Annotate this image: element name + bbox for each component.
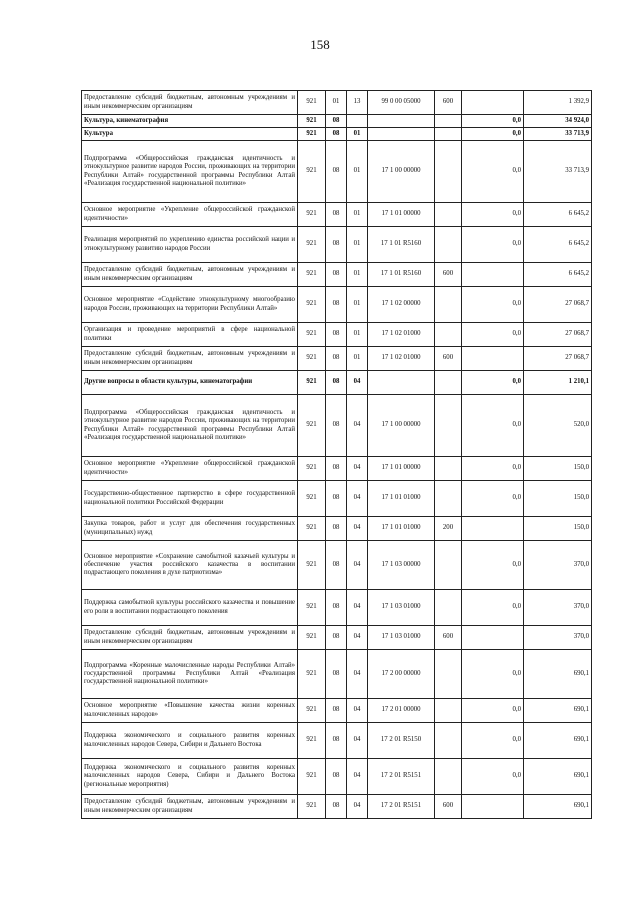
cell-csr	[368, 115, 435, 128]
cell-ved: 921	[298, 650, 326, 699]
cell-rz: 08	[326, 371, 347, 395]
cell-csr: 17 2 00 00000	[368, 650, 435, 699]
cell-vr	[435, 650, 462, 699]
cell-amount: 520,0	[524, 395, 592, 457]
cell-csr: 17 1 01 00000	[368, 457, 435, 481]
cell-rz: 08	[326, 287, 347, 323]
cell-rz: 08	[326, 759, 347, 795]
table-row	[82, 395, 592, 457]
cell-pr: 04	[347, 699, 368, 723]
cell-amount: 150,0	[524, 517, 592, 541]
cell-ved: 921	[298, 141, 326, 203]
cell-ved: 921	[298, 699, 326, 723]
cell-vr	[435, 590, 462, 626]
table-row	[82, 626, 592, 650]
table-row	[82, 590, 592, 626]
cell-name: Культура, кинематография	[82, 115, 298, 128]
cell-csr: 99 0 00 05000	[368, 91, 435, 115]
table-row	[82, 481, 592, 517]
cell-ved: 921	[298, 395, 326, 457]
table-row	[82, 541, 592, 590]
cell-csr: 17 1 00 00000	[368, 141, 435, 203]
cell-ved: 921	[298, 590, 326, 626]
cell-ved: 921	[298, 795, 326, 819]
cell-rz: 08	[326, 128, 347, 141]
cell-csr: 17 2 01 00000	[368, 699, 435, 723]
cell-name: Организация и проведение мероприятий в сфере национальной политики	[82, 323, 298, 347]
cell-rz: 08	[326, 227, 347, 263]
cell-vr	[435, 759, 462, 795]
cell-csr: 17 1 00 00000	[368, 395, 435, 457]
cell-csr: 17 1 01 01000	[368, 481, 435, 517]
cell-ved: 921	[298, 517, 326, 541]
cell-col7	[462, 91, 524, 115]
cell-ved: 921	[298, 128, 326, 141]
cell-col7: 0,0	[462, 699, 524, 723]
cell-vr: 600	[435, 263, 462, 287]
cell-amount: 370,0	[524, 541, 592, 590]
cell-pr: 04	[347, 517, 368, 541]
cell-vr	[435, 115, 462, 128]
cell-col7: 0,0	[462, 141, 524, 203]
cell-rz: 08	[326, 626, 347, 650]
cell-vr	[435, 323, 462, 347]
table-row	[82, 203, 592, 227]
table-row	[82, 457, 592, 481]
cell-rz: 08	[326, 141, 347, 203]
cell-name: Основное мероприятие «Сохранение самобытной казачьей культуры и обеспечение участия российского казачества в воспитании подрастающего поколения в духе патриотизма»	[82, 541, 298, 590]
cell-amount: 150,0	[524, 457, 592, 481]
cell-vr: 600	[435, 91, 462, 115]
table-row	[82, 371, 592, 395]
cell-pr: 01	[347, 347, 368, 371]
cell-amount: 1 210,1	[524, 371, 592, 395]
cell-name: Подпрограмма «Коренные малочисленные народы Республики Алтай» государственной программы Республики Алтай «Реализация государственной национальной политики»	[82, 650, 298, 699]
cell-pr: 04	[347, 723, 368, 759]
cell-amount: 690,1	[524, 723, 592, 759]
cell-csr: 17 1 03 01000	[368, 626, 435, 650]
cell-rz: 08	[326, 115, 347, 128]
cell-ved: 921	[298, 759, 326, 795]
cell-col7: 0,0	[462, 287, 524, 323]
cell-rz: 08	[326, 541, 347, 590]
table-row	[82, 141, 592, 203]
cell-vr	[435, 203, 462, 227]
cell-amount: 33 713,9	[524, 128, 592, 141]
cell-col7	[462, 347, 524, 371]
cell-amount: 6 645,2	[524, 263, 592, 287]
table-row	[82, 115, 592, 128]
cell-vr	[435, 287, 462, 323]
cell-col7: 0,0	[462, 481, 524, 517]
cell-csr	[368, 371, 435, 395]
cell-rz: 08	[326, 457, 347, 481]
cell-pr: 01	[347, 203, 368, 227]
cell-name: Культура	[82, 128, 298, 141]
cell-amount: 1 392,9	[524, 91, 592, 115]
cell-pr: 04	[347, 590, 368, 626]
cell-csr: 17 1 03 01000	[368, 590, 435, 626]
cell-ved: 921	[298, 626, 326, 650]
cell-pr: 01	[347, 227, 368, 263]
cell-ved: 921	[298, 287, 326, 323]
cell-name: Поддержка самобытной культуры российского казачества и повышение его роли в воспитании подрастающего поколения	[82, 590, 298, 626]
cell-rz: 08	[326, 347, 347, 371]
table-body	[82, 91, 592, 819]
cell-csr: 17 2 01 R5151	[368, 759, 435, 795]
cell-col7: 0,0	[462, 457, 524, 481]
cell-csr: 17 1 01 00000	[368, 203, 435, 227]
cell-pr: 13	[347, 91, 368, 115]
cell-pr: 04	[347, 541, 368, 590]
cell-ved: 921	[298, 347, 326, 371]
cell-col7	[462, 263, 524, 287]
cell-col7: 0,0	[462, 115, 524, 128]
cell-ved: 921	[298, 323, 326, 347]
cell-pr: 04	[347, 481, 368, 517]
cell-pr	[347, 115, 368, 128]
table-row	[82, 263, 592, 287]
cell-pr: 01	[347, 323, 368, 347]
cell-csr: 17 2 01 R5150	[368, 723, 435, 759]
cell-vr	[435, 541, 462, 590]
cell-col7: 0,0	[462, 759, 524, 795]
cell-name: Поддержка экономического и социального развития коренных малочисленных народов Севера, Сибири и Дальнего Востока (региональные мероприятия)	[82, 759, 298, 795]
table-row	[82, 91, 592, 115]
cell-rz: 08	[326, 590, 347, 626]
cell-col7: 0,0	[462, 128, 524, 141]
cell-csr: 17 1 01 01000	[368, 517, 435, 541]
cell-name: Поддержка экономического и социального развития коренных малочисленных народов Севера, Сибири и Дальнего Востока	[82, 723, 298, 759]
cell-name: Предоставление субсидий бюджетным, автономным учреждениям и иным некоммерческим организациям	[82, 795, 298, 819]
cell-amount: 690,1	[524, 650, 592, 699]
cell-csr: 17 1 01 R5160	[368, 263, 435, 287]
cell-col7: 0,0	[462, 590, 524, 626]
cell-ved: 921	[298, 541, 326, 590]
cell-col7: 0,0	[462, 650, 524, 699]
cell-pr: 01	[347, 141, 368, 203]
cell-rz: 08	[326, 203, 347, 227]
cell-csr: 17 2 01 R5151	[368, 795, 435, 819]
table-row	[82, 723, 592, 759]
cell-amount: 690,1	[524, 699, 592, 723]
cell-rz: 08	[326, 699, 347, 723]
cell-pr: 04	[347, 626, 368, 650]
cell-ved: 921	[298, 115, 326, 128]
cell-col7: 0,0	[462, 227, 524, 263]
cell-pr: 01	[347, 263, 368, 287]
cell-name: Основное мероприятие «Укрепление общероссийской гражданской идентичности»	[82, 203, 298, 227]
cell-name: Государственно-общественное партнерство в сфере государственной национальной политики Российской Федерации	[82, 481, 298, 517]
cell-amount: 34 924,0	[524, 115, 592, 128]
table-row	[82, 323, 592, 347]
cell-name: Предоставление субсидий бюджетным, автономным учреждениям и иным некоммерческим организациям	[82, 347, 298, 371]
cell-vr: 200	[435, 517, 462, 541]
cell-name: Предоставление субсидий бюджетным, автономным учреждениям и иным некоммерческим организациям	[82, 263, 298, 287]
cell-rz: 08	[326, 481, 347, 517]
cell-ved: 921	[298, 263, 326, 287]
cell-vr	[435, 128, 462, 141]
cell-vr	[435, 699, 462, 723]
cell-amount: 690,1	[524, 795, 592, 819]
table-row	[82, 650, 592, 699]
cell-vr: 600	[435, 795, 462, 819]
cell-rz: 08	[326, 395, 347, 457]
table-row	[82, 699, 592, 723]
cell-amount: 6 645,2	[524, 203, 592, 227]
cell-csr: 17 1 03 00000	[368, 541, 435, 590]
cell-vr	[435, 723, 462, 759]
cell-rz: 08	[326, 795, 347, 819]
table-row	[82, 795, 592, 819]
cell-ved: 921	[298, 481, 326, 517]
cell-pr: 01	[347, 287, 368, 323]
table-row	[82, 517, 592, 541]
cell-name: Подпрограмма «Общероссийская гражданская идентичность и этнокультурное развитие народов России, проживающих на территории Республики Алтай» государственной программы Республики Алтай «Реализация государственной национальной политики»	[82, 395, 298, 457]
cell-vr	[435, 395, 462, 457]
cell-vr	[435, 227, 462, 263]
cell-name: Подпрограмма «Общероссийская гражданская идентичность и этнокультурное развитие народов России, проживающих на территории Республики Алтай» государственной программы Республики Алтай «Реализация государственной национальной политики»	[82, 141, 298, 203]
cell-col7: 0,0	[462, 323, 524, 347]
cell-name: Предоставление субсидий бюджетным, автономным учреждениям и иным некоммерческим организациям	[82, 626, 298, 650]
cell-col7: 0,0	[462, 395, 524, 457]
cell-name: Закупка товаров, работ и услуг для обеспечения государственных (муниципальных) нужд	[82, 517, 298, 541]
cell-col7	[462, 795, 524, 819]
cell-vr: 600	[435, 626, 462, 650]
cell-pr: 04	[347, 395, 368, 457]
table-row	[82, 347, 592, 371]
cell-amount: 370,0	[524, 590, 592, 626]
cell-pr: 04	[347, 795, 368, 819]
cell-vr	[435, 371, 462, 395]
cell-ved: 921	[298, 371, 326, 395]
cell-pr: 04	[347, 457, 368, 481]
cell-amount: 6 645,2	[524, 227, 592, 263]
table-row	[82, 759, 592, 795]
cell-vr: 600	[435, 347, 462, 371]
cell-csr: 17 1 02 01000	[368, 323, 435, 347]
cell-name: Реализация мероприятий по укреплению единства российской нации и этнокультурному развитию народов России	[82, 227, 298, 263]
cell-rz: 08	[326, 323, 347, 347]
cell-col7: 0,0	[462, 203, 524, 227]
cell-col7: 0,0	[462, 723, 524, 759]
cell-pr: 04	[347, 371, 368, 395]
cell-csr: 17 1 02 00000	[368, 287, 435, 323]
cell-csr: 17 1 01 R5160	[368, 227, 435, 263]
cell-amount: 370,0	[524, 626, 592, 650]
cell-name: Основное мероприятие «Содействие этнокультурному многообразию народов России, проживающих на территории Республики Алтай»	[82, 287, 298, 323]
cell-rz: 08	[326, 263, 347, 287]
cell-vr	[435, 141, 462, 203]
cell-ved: 921	[298, 227, 326, 263]
cell-rz: 08	[326, 650, 347, 699]
cell-rz: 08	[326, 517, 347, 541]
cell-vr	[435, 457, 462, 481]
cell-col7: 0,0	[462, 371, 524, 395]
cell-col7	[462, 517, 524, 541]
cell-amount: 27 068,7	[524, 347, 592, 371]
cell-ved: 921	[298, 91, 326, 115]
cell-ved: 921	[298, 457, 326, 481]
cell-ved: 921	[298, 723, 326, 759]
cell-csr	[368, 128, 435, 141]
cell-col7: 0,0	[462, 541, 524, 590]
cell-rz: 01	[326, 91, 347, 115]
table-row	[82, 287, 592, 323]
cell-name: Другие вопросы в области культуры, кинематографии	[82, 371, 298, 395]
cell-amount: 150,0	[524, 481, 592, 517]
cell-pr: 01	[347, 128, 368, 141]
cell-pr: 04	[347, 650, 368, 699]
cell-name: Основное мероприятие «Повышение качества жизни коренных малочисленных народов»	[82, 699, 298, 723]
cell-amount: 690,1	[524, 759, 592, 795]
table-row	[82, 227, 592, 263]
cell-amount: 33 713,9	[524, 141, 592, 203]
cell-name: Основное мероприятие «Укрепление общероссийской гражданской идентичности»	[82, 457, 298, 481]
budget-table	[81, 90, 592, 819]
cell-col7	[462, 626, 524, 650]
page-number: 158	[310, 37, 330, 52]
cell-amount: 27 068,7	[524, 287, 592, 323]
cell-name: Предоставление субсидий бюджетным, автономным учреждениям и иным некоммерческим организациям	[82, 91, 298, 115]
table-row	[82, 128, 592, 141]
cell-csr: 17 1 02 01000	[368, 347, 435, 371]
cell-rz: 08	[326, 723, 347, 759]
cell-amount: 27 068,7	[524, 323, 592, 347]
cell-ved: 921	[298, 203, 326, 227]
cell-vr	[435, 481, 462, 517]
cell-pr: 04	[347, 759, 368, 795]
